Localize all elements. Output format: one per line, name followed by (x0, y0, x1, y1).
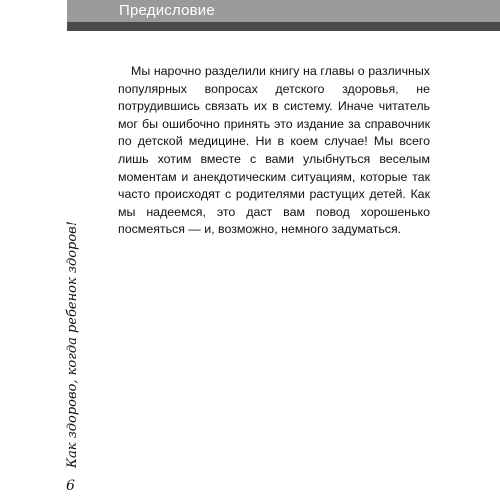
page-number: 6 (66, 478, 75, 494)
chapter-title: Предисловие (119, 2, 215, 19)
running-book-title: Как здорово, когда ребенок здоров! (65, 221, 80, 468)
header-rule (67, 22, 500, 31)
preface-paragraph: Мы нарочно разделили книгу на главы о различных популярных вопросах детского здоровья, не потрудившись связать их в систему. Иначе читатель мог бы ошибочно принять это издание за справочник по детской медицине. Ни в коем случае! Мы всего лишь хотим вместе с вами улыбнуться веселым моментам и анекдотическим ситуациям, которые так часто происходят с родителями растущих детей. Как мы надеемся, это даст вам повод хорошенько посмеяться — и, возможно, немного задуматься. (118, 64, 430, 237)
chapter-header-bar (67, 0, 500, 22)
